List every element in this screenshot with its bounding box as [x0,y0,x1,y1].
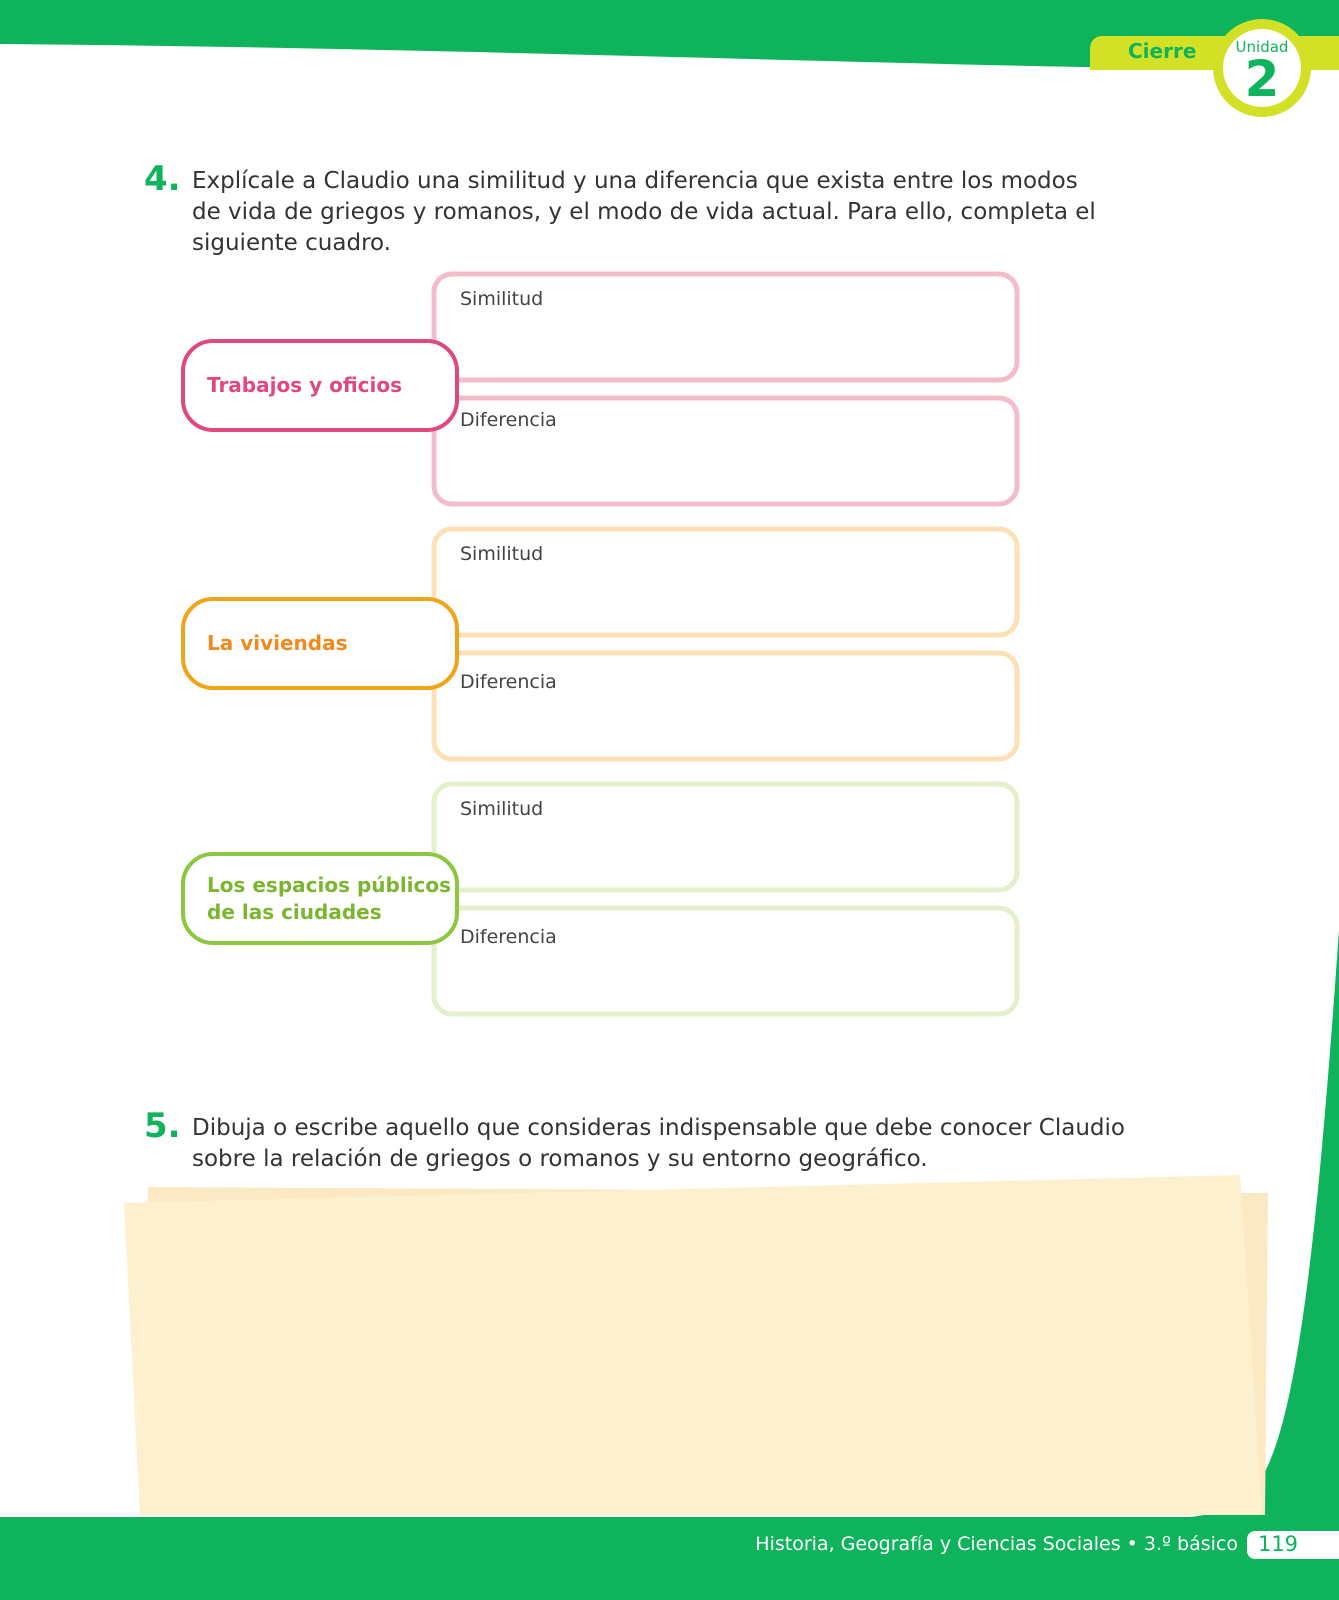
question-5-line: Dibuja o escribe aquello que consideras indispensable que debe conocer Claudio [192,1115,1125,1141]
section-label: Cierre [1128,39,1197,63]
question-4-number: 4. [144,159,181,199]
category-line: Los espacios públicos [207,873,452,897]
question-4-line: Explícale a Claudio una similitud y una diferencia que exista entre los modos [192,168,1078,194]
question-5-line: sobre la relación de griegos o romanos y su entorno geográfico. [192,1146,928,1172]
page-number: 119 [1257,1532,1299,1556]
category-label [207,872,451,926]
diferencia-answer-box[interactable] [434,908,1017,1014]
category-line: Trabajos y oficios [207,373,402,397]
diferencia-label: Diferencia [460,409,557,431]
question-4-line: siguiente cuadro. [192,230,391,256]
drawing-area[interactable] [150,1215,1240,1505]
question-5-number: 5. [144,1106,181,1146]
footer-subject: Historia, Geografía y Ciencias Sociales • 3.º básico [755,1533,1238,1555]
question-4-line: de vida de griegos y romanos, y el modo de vida actual. Para ello, completa el [192,199,1096,225]
category-line: de las ciudades [207,900,382,924]
category-label [207,630,348,657]
category-label [207,372,402,399]
question-5-text [192,1113,1125,1175]
diferencia-answer-box[interactable] [434,653,1017,759]
diferencia-label: Diferencia [460,926,557,948]
similitud-label: Similitud [460,288,544,310]
similitud-label: Similitud [460,543,544,565]
unit-number: 2 [1244,50,1280,108]
diferencia-label: Diferencia [460,671,557,693]
category-line: La viviendas [207,631,348,655]
similitud-label: Similitud [460,798,544,820]
unit-word: Unidad [1235,38,1289,56]
